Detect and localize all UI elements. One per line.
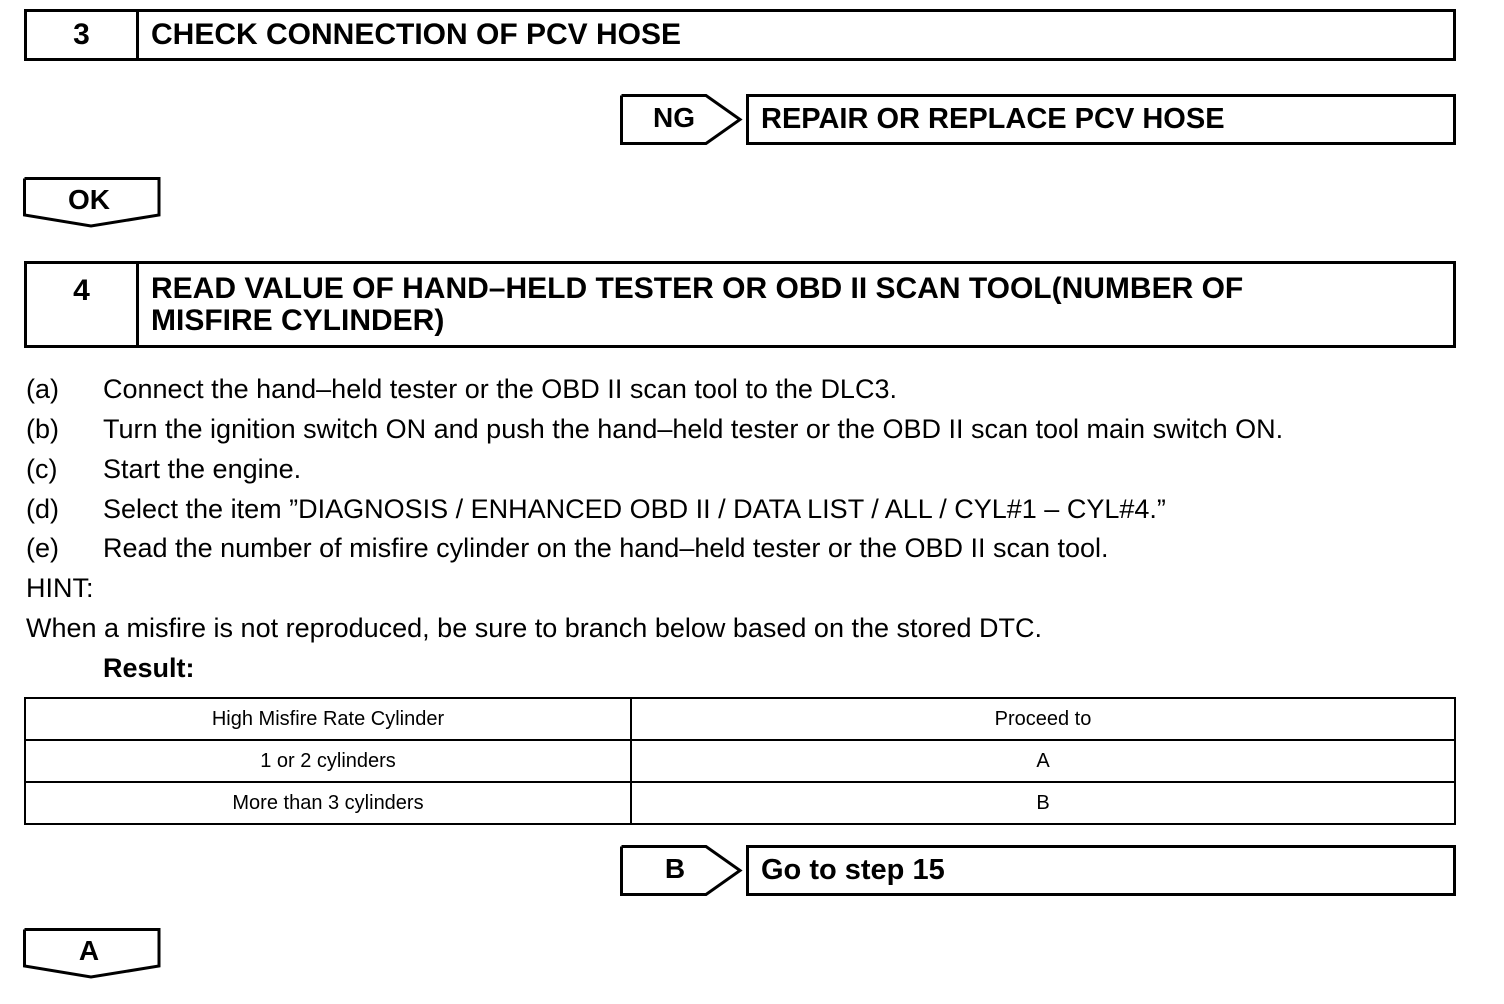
table-cell: More than 3 cylinders: [25, 782, 631, 824]
instruction-label: (d): [26, 494, 59, 524]
step-3-header: [24, 9, 1456, 61]
instruction-label: (e): [26, 533, 59, 563]
step-title: CHECK CONNECTION OF PCV HOSE: [151, 18, 682, 51]
instruction-label: (c): [26, 454, 58, 484]
hint-text: When a misfire is not reproduced, be sure to branch below based on the stored DTC.: [26, 613, 1043, 643]
ok-label: OK: [68, 184, 110, 215]
step-title-line-2: MISFIRE CYLINDER): [151, 303, 445, 337]
table-header-cell: High Misfire Rate Cylinder: [25, 698, 631, 740]
ng-action-box: REPAIR OR REPLACE PCV HOSE: [746, 94, 1456, 145]
ng-label: NG: [653, 102, 695, 133]
b-label: B: [664, 853, 686, 884]
table-header-row: [25, 698, 1455, 740]
step-number: 3: [27, 12, 139, 58]
step-title-line-1: READ VALUE OF HAND–HELD TESTER OR OBD II SCAN TOOL(NUMBER OF: [151, 271, 1244, 305]
instruction-text: Turn the ignition switch ON and push the hand–held tester or the OBD II scan tool main switch ON.: [103, 414, 1284, 444]
table-cell: B: [631, 782, 1455, 824]
step-title: [139, 264, 1453, 345]
instruction-text: Select the item ”DIAGNOSIS / ENHANCED OBD II / DATA LIST / ALL / CYL#1 – CYL#4.”: [103, 494, 1166, 524]
instruction-text: Connect the hand–held tester or the OBD II scan tool to the DLC3.: [103, 374, 897, 404]
ok-down-tab: [23, 177, 161, 229]
a-down-tab: [23, 928, 161, 980]
b-action-box: Go to step 15: [746, 845, 1456, 896]
table-cell: A: [631, 740, 1455, 782]
table-cell: 1 or 2 cylinders: [25, 740, 631, 782]
table-row: [25, 782, 1455, 824]
step-number: 4: [27, 264, 139, 345]
result-table: [24, 697, 1456, 825]
instruction-text: Start the engine.: [103, 454, 302, 484]
instruction-text: Read the number of misfire cylinder on the hand–held tester or the OBD II scan tool.: [103, 533, 1109, 563]
result-label: Result:: [103, 653, 195, 683]
hint-label: HINT:: [26, 573, 94, 603]
table-header-cell: Proceed to: [631, 698, 1455, 740]
instruction-label: (b): [26, 414, 59, 444]
instruction-label: (a): [26, 374, 59, 404]
ng-branch-arrow: [620, 94, 744, 146]
table-row: [25, 740, 1455, 782]
step-4-header: [24, 261, 1456, 348]
a-label: A: [78, 935, 100, 966]
b-branch-arrow: [620, 845, 744, 897]
